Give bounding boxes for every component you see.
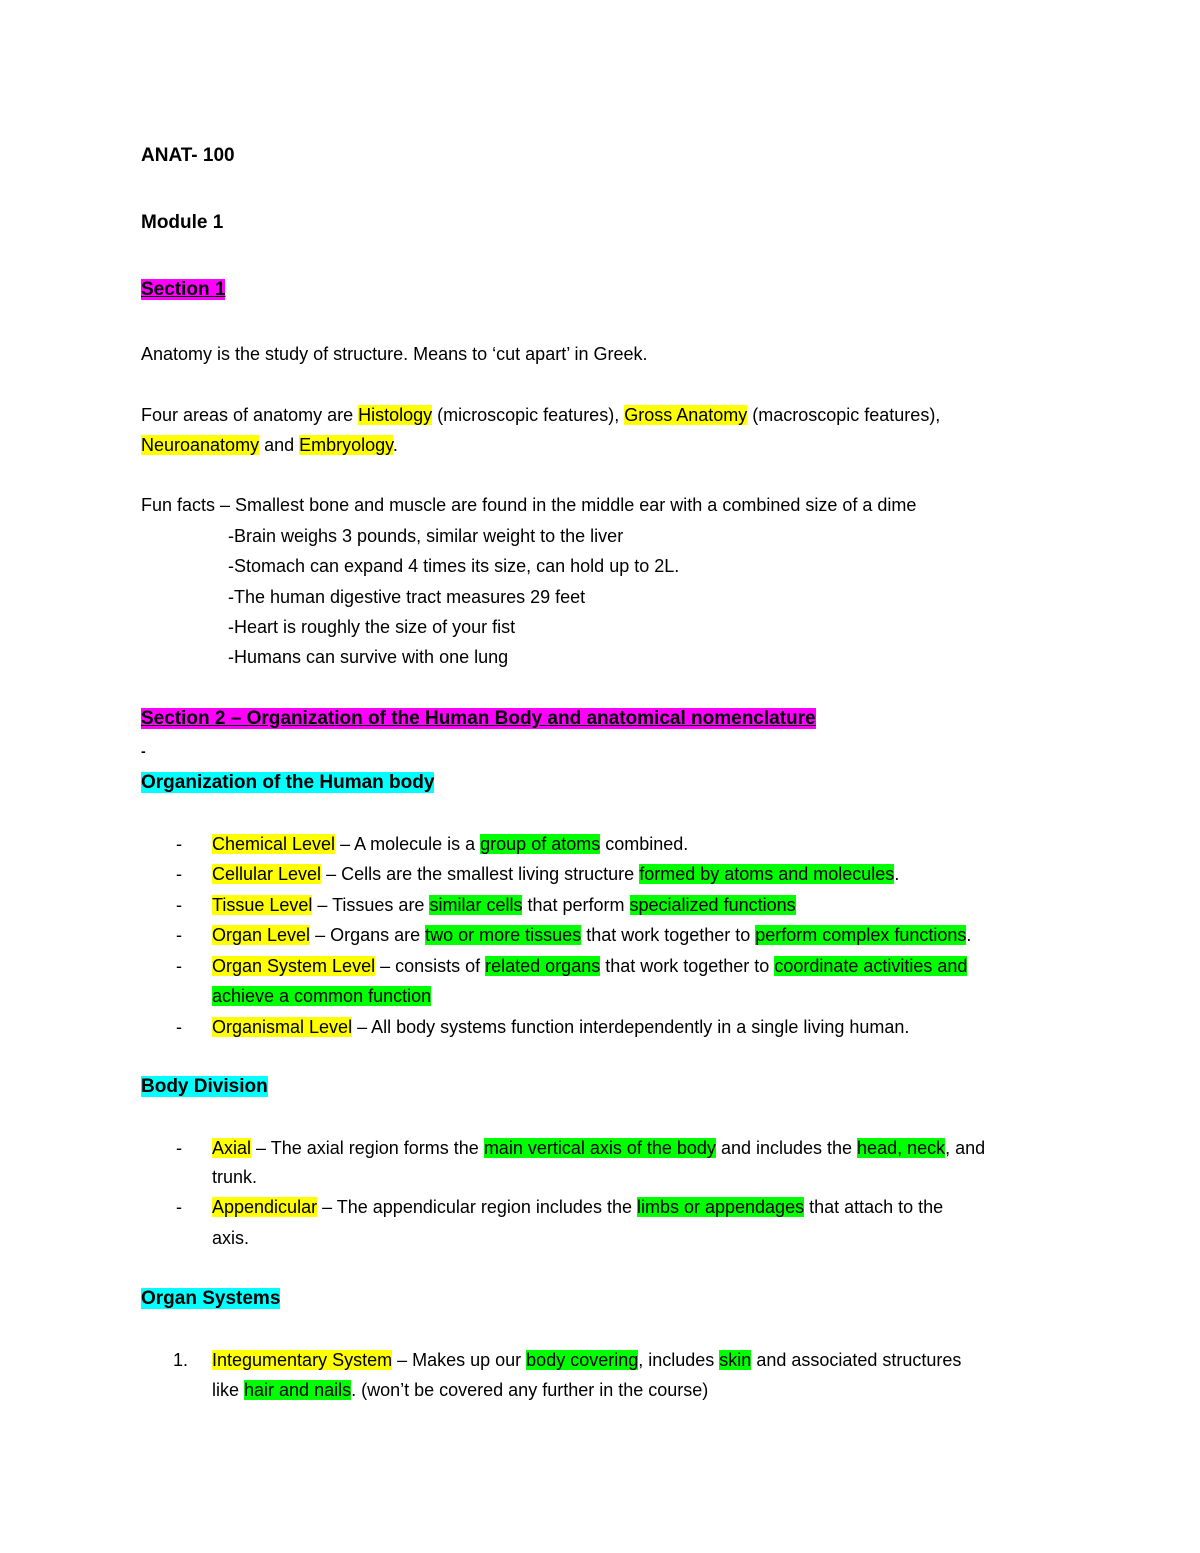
- section1-paragraph-2-line1: [141, 404, 940, 426]
- text-run: (macroscopic features),: [747, 405, 941, 425]
- term-highlight: Organ Level: [212, 925, 311, 945]
- list-item-axial: [212, 1137, 985, 1159]
- term-highlight: Tissue Level: [212, 895, 313, 915]
- text-run: that perform: [522, 895, 630, 915]
- term-highlight: Appendicular: [212, 1197, 318, 1217]
- text-run: .: [894, 864, 900, 884]
- green-highlight: skin: [719, 1350, 752, 1370]
- green-highlight: group of atoms: [480, 834, 601, 854]
- green-highlight: specialized functions: [629, 895, 796, 915]
- section1-paragraph-2-line2: [141, 434, 398, 456]
- highlight-histology: Histology: [358, 405, 433, 425]
- green-highlight: perform complex functions: [755, 925, 967, 945]
- list-marker: -: [176, 956, 182, 976]
- text-run: – All body systems function interdependently in a single living human.: [352, 1017, 910, 1037]
- text-run: Four areas of anatomy are: [141, 405, 359, 425]
- list-item-cellular-level: [212, 863, 899, 885]
- green-highlight: related organs: [485, 956, 601, 976]
- text-run: – The appendicular region includes the: [317, 1197, 637, 1217]
- text-run: (microscopic features),: [432, 405, 625, 425]
- fun-fact-item: -Heart is roughly the size of your fist: [228, 617, 516, 637]
- list-marker: -: [176, 925, 182, 945]
- text-run: – Organs are: [310, 925, 426, 945]
- list-item-organ-level: [212, 924, 971, 946]
- green-highlight: head, neck: [857, 1138, 946, 1158]
- highlight-gross-anatomy: Gross Anatomy: [624, 405, 748, 425]
- text-run: and: [259, 435, 300, 455]
- body-division-heading-text: Body Division: [141, 1076, 268, 1097]
- green-highlight: formed by atoms and molecules: [639, 864, 895, 884]
- text-run: – Tissues are: [312, 895, 430, 915]
- green-highlight: limbs or appendages: [636, 1197, 805, 1217]
- list-marker: -: [176, 1017, 182, 1037]
- list-item-integumentary: [212, 1349, 961, 1371]
- text-run: – The axial region forms the: [251, 1138, 484, 1158]
- organization-heading-text: Organization of the Human body: [141, 772, 435, 793]
- section2-heading: [141, 708, 816, 730]
- organ-systems-heading: [141, 1288, 280, 1310]
- term-highlight: Cellular Level: [212, 864, 322, 884]
- text-run: combined.: [600, 834, 689, 854]
- list-item-axial-cont: trunk.: [212, 1167, 258, 1187]
- green-highlight: body covering: [526, 1350, 639, 1370]
- green-highlight: hair and nails: [244, 1380, 352, 1400]
- text-run: , and: [945, 1138, 986, 1158]
- list-item-appendicular: [212, 1196, 943, 1218]
- text-run: and associated structures: [751, 1350, 962, 1370]
- fun-fact-intro: Fun facts – Smallest bone and muscle are found in the middle ear with a combined size of a dime: [141, 495, 917, 515]
- list-item-chemical-level: [212, 833, 688, 855]
- fun-fact-item: -Brain weighs 3 pounds, similar weight to the liver: [228, 526, 624, 546]
- list-item-appendicular-cont: axis.: [212, 1228, 250, 1248]
- list-marker: -: [176, 864, 182, 884]
- organ-systems-heading-text: Organ Systems: [141, 1288, 281, 1309]
- list-item-organ-system-level-cont: [212, 985, 431, 1007]
- fun-fact-item: -Stomach can expand 4 times its size, can hold up to 2L.: [228, 556, 680, 576]
- text-run: that work together to: [600, 956, 775, 976]
- text-run: like: [212, 1380, 245, 1400]
- organization-heading: [141, 772, 434, 794]
- list-marker: -: [176, 895, 182, 915]
- text-run: .: [966, 925, 972, 945]
- list-item-organismal-level: [212, 1016, 909, 1038]
- text-run: – Makes up our: [392, 1350, 527, 1370]
- green-highlight: coordinate activities and: [774, 956, 968, 976]
- text-run: . (won’t be covered any further in the course): [351, 1380, 709, 1400]
- section1-heading: [141, 279, 225, 301]
- green-highlight: two or more tissues: [425, 925, 582, 945]
- section1-heading-text: Section 1: [141, 279, 226, 300]
- text-run: – Cells are the smallest living structure: [321, 864, 640, 884]
- list-number: 1.: [173, 1350, 189, 1370]
- term-highlight: Organismal Level: [212, 1017, 353, 1037]
- fun-fact-item: -The human digestive tract measures 29 feet: [228, 587, 586, 607]
- text-run: , includes: [638, 1350, 720, 1370]
- term-highlight: Chemical Level: [212, 834, 336, 854]
- text-run: – consists of: [375, 956, 486, 976]
- green-highlight: similar cells: [429, 895, 523, 915]
- text-run: and includes the: [715, 1138, 858, 1158]
- list-marker: -: [176, 1138, 182, 1158]
- text-run: that work together to: [581, 925, 756, 945]
- green-highlight: achieve a common function: [212, 986, 432, 1006]
- list-item-integumentary-cont: [212, 1379, 708, 1401]
- list-item-organ-system-level: [212, 955, 967, 977]
- fun-fact-item: -Humans can survive with one lung: [228, 647, 509, 667]
- section2-heading-text: Section 2 – Organization of the Human Body and anatomical nomenclature: [141, 708, 816, 729]
- text-run: – A molecule is a: [335, 834, 481, 854]
- term-highlight: Organ System Level: [212, 956, 376, 976]
- highlight-embryology: Embryology: [299, 435, 393, 455]
- text-run: that attach to the: [804, 1197, 944, 1217]
- list-marker: -: [176, 834, 182, 854]
- highlight-neuroanatomy: Neuroanatomy: [141, 435, 260, 455]
- text-run: .: [392, 435, 398, 455]
- list-item-tissue-level: [212, 894, 796, 916]
- term-highlight: Integumentary System: [212, 1350, 393, 1370]
- stray-dash: -: [141, 743, 146, 759]
- section1-paragraph-1: Anatomy is the study of structure. Means to ‘cut apart’ in Greek.: [141, 344, 648, 364]
- green-highlight: main vertical axis of the body: [483, 1138, 716, 1158]
- document-title: ANAT- 100: [141, 145, 235, 166]
- body-division-heading: [141, 1076, 268, 1098]
- term-highlight: Axial: [212, 1138, 252, 1158]
- module-heading: Module 1: [141, 212, 224, 233]
- list-marker: -: [176, 1197, 182, 1217]
